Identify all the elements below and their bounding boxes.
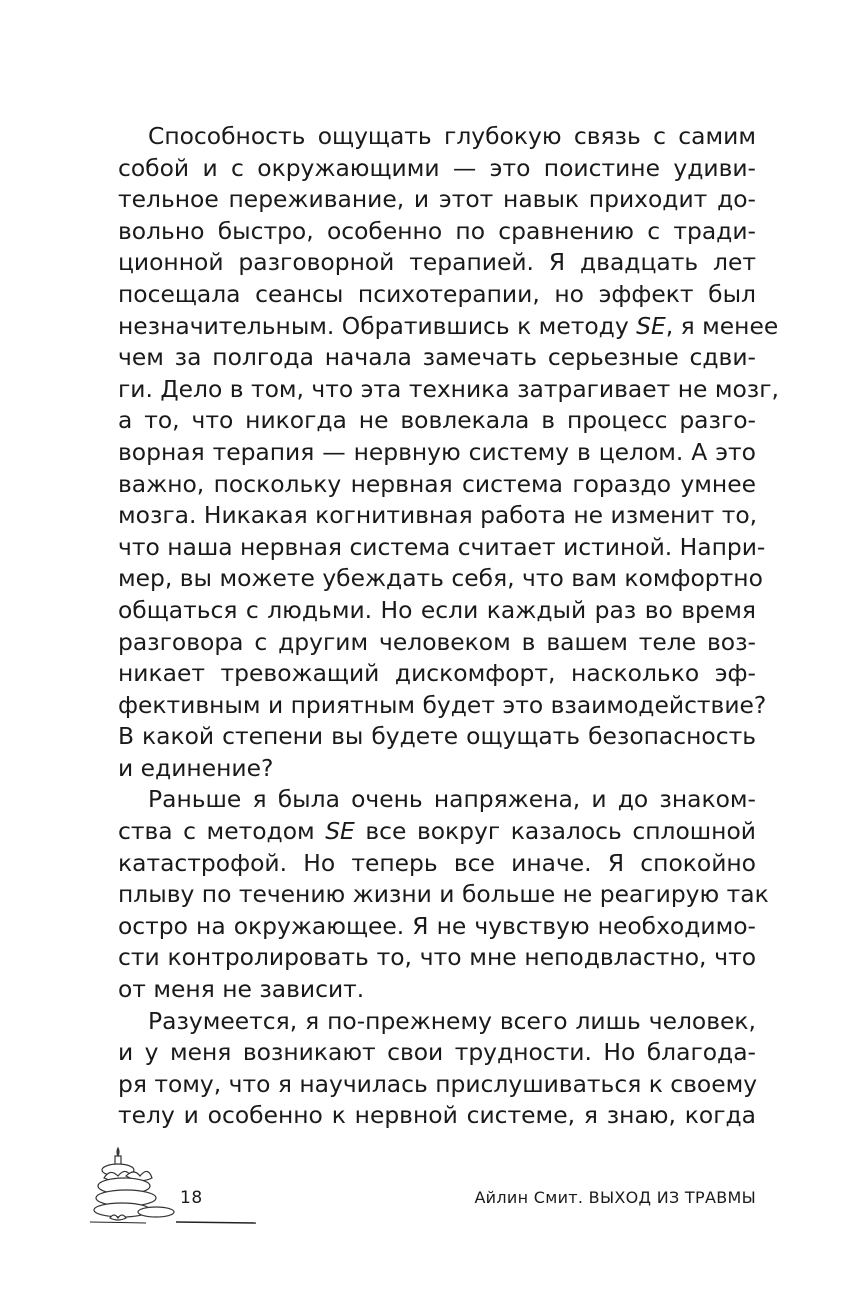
text-line: ря тому, что я научилась прислушиваться к своему bbox=[118, 1069, 758, 1098]
text-line: никает тревожащий дискомфорт, насколько эф- bbox=[118, 659, 756, 688]
text-line: чем за полгода начала замечать серьезные сдви- bbox=[118, 343, 756, 372]
text-line: Способность ощущать глубокую связь с самим bbox=[148, 122, 756, 150]
text-line: вольно быстро, особенно по сравнению с тради- bbox=[118, 216, 756, 245]
italic-abbreviation: SE bbox=[636, 311, 666, 340]
text-line: плыву по течению жизни и больше не реагирую так bbox=[118, 880, 769, 909]
text-line: от меня не зависит. bbox=[118, 975, 365, 1004]
page-number: 18 bbox=[180, 1188, 203, 1208]
text-line: катастрофой. Но теперь все иначе. Я спокойно bbox=[118, 848, 756, 877]
text-line: ги. Дело в том, что эта техника затрагивает не мозг, bbox=[118, 374, 779, 403]
text-line: разговора с другим человеком в вашем теле воз- bbox=[118, 627, 756, 656]
text-line: сти контролировать то, что мне неподвластно, что bbox=[118, 943, 756, 972]
text-line: ционной разговорной терапией. Я двадцать лет bbox=[118, 248, 756, 277]
italic-abbreviation: SE bbox=[325, 817, 355, 846]
text-line: остро на окружающее. Я не чувствую необходимо- bbox=[118, 911, 756, 940]
text-line: Разумеется, я по-прежнему всего лишь человек, bbox=[148, 1006, 756, 1035]
text-line: В какой степени вы будете ощущать безопасность bbox=[118, 722, 756, 751]
text-fragment: ства с методом bbox=[118, 817, 326, 846]
text-line: что наша нервная система считает истиной. Напри- bbox=[118, 532, 766, 561]
text-line: тельное переживание, и этот навык приходит до- bbox=[118, 185, 756, 214]
text-line: фективным и приятным будет это взаимодействие? bbox=[118, 690, 767, 719]
text-line: общаться с людьми. Но если каждый раз во время bbox=[118, 595, 756, 624]
text-fragment: все вокруг казалось сплошной bbox=[354, 817, 756, 846]
running-title: Айлин Смит. ВЫХОД ИЗ ТРАВМЫ bbox=[474, 1188, 756, 1207]
text-line: а то, что никогда не вовлекала в процесс разго- bbox=[118, 406, 756, 435]
text-line: собой и с окружающими — это поистине удиви- bbox=[118, 153, 756, 182]
paragraph-2 bbox=[118, 784, 769, 1005]
page-footer bbox=[0, 1180, 844, 1230]
text-line: посещала сеансы психотерапии, но эффект был bbox=[118, 279, 756, 308]
body-text bbox=[118, 121, 779, 1132]
text-line: и у меня возникают свои трудности. Но благода- bbox=[118, 1038, 756, 1067]
paragraph-1 bbox=[118, 121, 779, 784]
text-fragment: незначительным. Обратившись к методу bbox=[118, 311, 637, 340]
text-line: важно, поскольку нервная система гораздо умнее bbox=[118, 469, 756, 498]
text-line: Раньше я была очень напряжена, и до знаком- bbox=[148, 785, 756, 814]
text-fragment: , я менее bbox=[665, 311, 779, 340]
text-line: мер, вы можете убеждать себя, что вам комфортно bbox=[118, 564, 763, 593]
text-line: и единение? bbox=[118, 753, 274, 782]
text-line: телу и особенно к нервной системе, я знаю, когда bbox=[118, 1101, 756, 1130]
text-line: мозга. Никакая когнитивная работа не изменит то, bbox=[118, 501, 758, 530]
text-line: ворная терапия — нервную систему в целом. А это bbox=[118, 437, 756, 466]
text-line bbox=[118, 816, 756, 848]
text-line bbox=[118, 311, 779, 343]
paragraph-3 bbox=[118, 1006, 756, 1132]
